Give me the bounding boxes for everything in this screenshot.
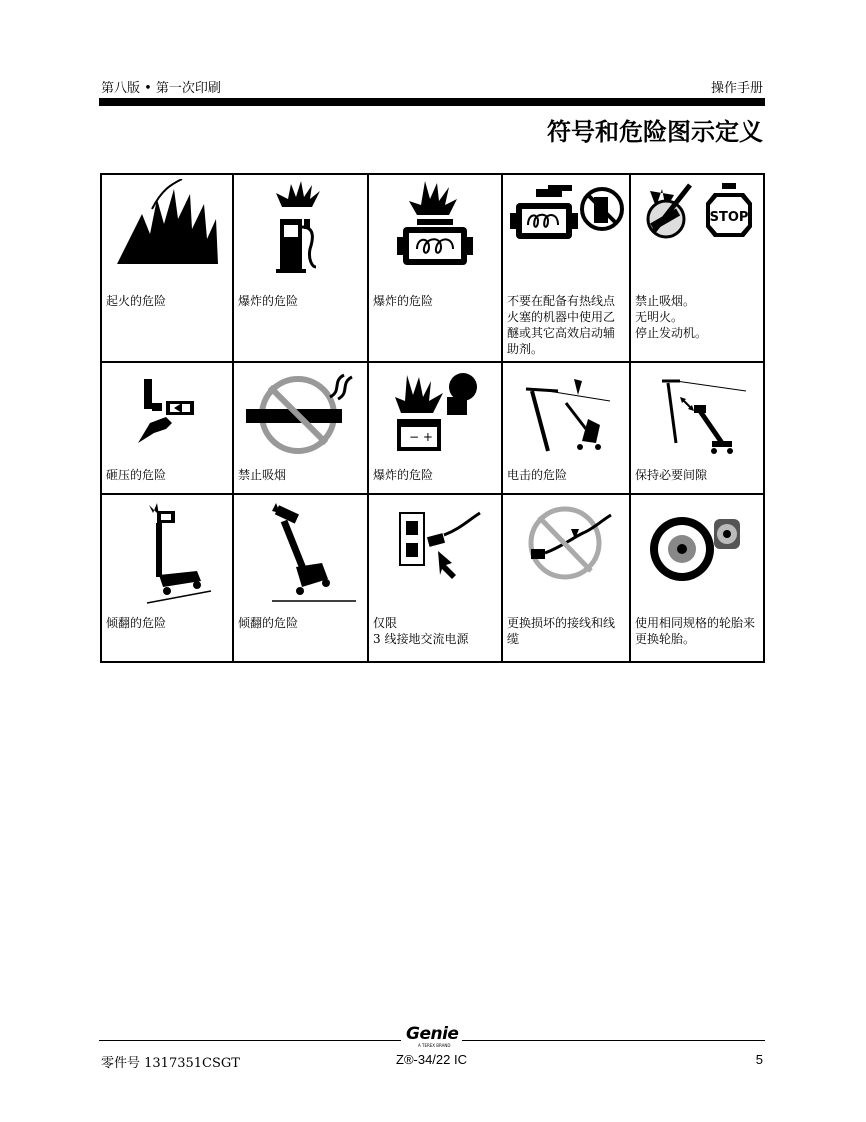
table-cell [233,494,368,662]
engine-explosion-icon [369,175,501,293]
battery-explosion-icon [369,363,501,467]
table-cell [630,174,764,362]
cell-caption: 起火的危险 [106,294,167,308]
cell-caption: 倾翻的危险 [238,616,299,630]
page-title: 符号和危险图示定义 [547,118,763,146]
tip-over-slope-icon [102,495,232,615]
table-cell [233,362,368,494]
table-cell [368,362,502,494]
svg-text:− +: − + [409,430,433,444]
table-cell [630,362,764,494]
cell-caption: 更换损坏的接线和线缆 [507,616,616,646]
manual-label: 操作手册 [710,81,763,96]
no-ether-icon [503,175,629,293]
fuel-pump-explosion-icon [234,175,367,293]
cell-caption: 保持必要间隙 [635,468,708,482]
table-cell [502,174,630,362]
fire-icon [102,175,232,293]
crush-hazard-icon [102,363,232,467]
table-cell [233,174,368,362]
table-cell [630,494,764,662]
genie-logo: Genie [406,1024,459,1044]
tire-icon [631,495,763,615]
svg-text:STOP: STOP [709,210,749,225]
logo-subtitle: A TEREX BRAND [418,1043,451,1048]
model-label: Z®-34/22 IC [396,1052,467,1067]
cell-caption: 使用相同规格的轮胎来更换轮胎。 [635,616,756,646]
cell-caption: 禁止吸烟。 无明火。 停止发动机。 [635,294,708,340]
cell-caption: 爆炸的危险 [373,294,434,308]
no-smoking-icon [234,363,367,467]
page-number: 5 [755,1052,763,1067]
table-cell [502,362,630,494]
cell-caption: 禁止吸烟 [238,468,287,482]
part-number: 零件号 1317351CSGT [101,1056,240,1071]
table-cell [101,362,233,494]
electrocution-icon [503,363,629,467]
footer-rule-left [99,1040,401,1041]
header-rule [99,98,765,106]
cell-caption: 砸压的危险 [106,468,167,482]
cell-caption: 电击的危险 [507,468,568,482]
cell-caption: 不要在配备有热线点火塞的机器中使用乙醚或其它高效启动辅助剂。 [507,294,616,356]
grounded-outlet-icon [369,495,501,615]
tip-over-icon [234,495,367,615]
footer-rule-right [462,1040,765,1041]
no-smoking-stop-icon [631,175,763,293]
table-cell [368,494,502,662]
table-cell [502,494,630,662]
table-cell [101,174,233,362]
table-cell [101,494,233,662]
cell-caption: 倾翻的危险 [106,616,167,630]
table-cell [368,174,502,362]
cell-caption: 爆炸的危险 [373,468,434,482]
damaged-cord-icon [503,495,629,615]
clearance-icon [631,363,763,467]
edition-label: 第八版 • 第一次印刷 [101,81,221,96]
hazard-symbol-table [100,173,765,663]
cell-caption: 爆炸的危险 [238,294,299,308]
cell-caption: 仅限 3 线接地交流电源 [373,616,469,646]
